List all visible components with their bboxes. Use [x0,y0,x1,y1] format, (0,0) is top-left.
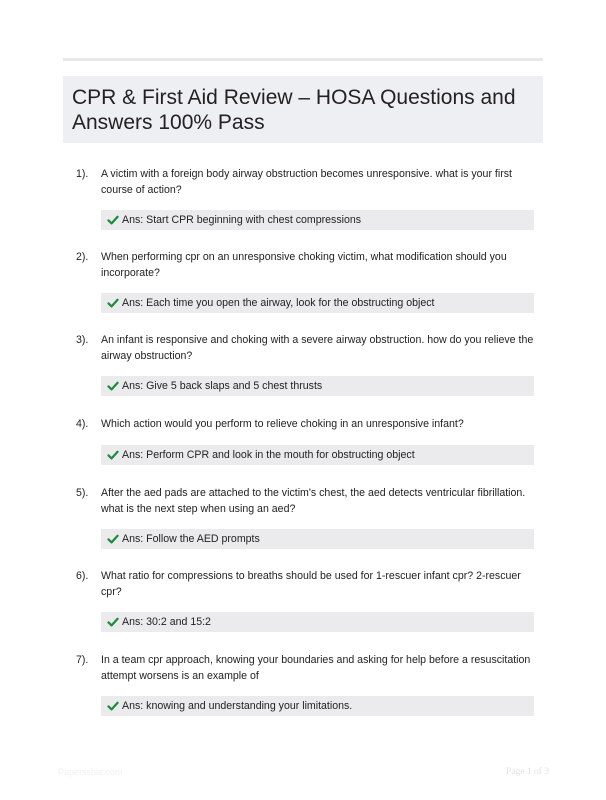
question-text: In a team cpr approach, knowing your boundaries and asking for help before a resuscitation attempt worsens is an example of [101,654,531,682]
check-icon [107,380,119,392]
check-icon [107,297,119,309]
answer-text: Ans: Start CPR beginning with chest compressions [122,214,362,226]
answer-text: Ans: Perform CPR and look in the mouth for obstructing object [122,448,415,461]
check-icon [107,533,119,545]
qa-item-5 [63,486,543,549]
qa-item-6 [63,569,543,632]
page-number: Page 1 of 3 [505,767,549,777]
answer-box [101,696,534,716]
answer-text: Ans: knowing and understanding your limitations. [122,700,353,712]
top-rule [63,58,543,61]
answer-text: Ans: Follow the AED prompts [122,533,260,545]
check-icon [107,616,119,628]
question-number: 6). [76,570,89,582]
answer-box [101,293,534,313]
qa-item-7 [63,653,543,716]
answer-text: Ans: 30:2 and 15:2 [122,616,211,628]
question-number: 2). [76,251,89,263]
question-text: What ratio for compressions to breaths should be used for 1-rescuer infant cpr? 2-rescuer cpr? [101,570,521,598]
answer-text: Ans: Each time you open the airway, look for the obstructing object [122,297,435,309]
qa-item-3 [63,333,543,396]
footer-site-watermark: Paperssbie.com [58,767,123,777]
answer-box [101,445,534,465]
answer-text: Ans: Give 5 back slaps and 5 chest thrusts [122,380,323,392]
page-title: CPR & First Aid Review – HOSA Questions and Answers 100% Pass [72,86,516,134]
question-row [63,417,543,433]
question-row [63,167,543,198]
question-number: 1). [76,168,89,180]
answer-box [101,529,534,549]
question-text: A victim with a foreign body airway obstruction becomes unresponsive. what is your first course of action? [101,168,512,196]
qa-item-4 [63,417,543,465]
question-row [63,333,543,364]
qa-item-1 [63,167,543,230]
question-row [63,486,543,517]
check-icon [107,449,119,461]
question-number: 7). [76,654,89,666]
question-text: After the aed pads are attached to the victim's chest, the aed detects ventricular fibrillation. what is the next step when using an aed? [101,487,526,515]
question-number: 3). [76,334,89,346]
check-icon [107,214,119,226]
question-row [63,569,543,600]
question-text: Which action would you perform to relieve choking in an unresponsive infant? [101,418,464,430]
answer-box [101,210,534,230]
question-number: 4). [76,418,89,430]
answer-box [101,612,534,632]
question-text: An infant is responsive and choking with a severe airway obstruction. how do you relieve the airway obstruction? [101,334,534,362]
question-row [63,250,543,281]
answer-box [101,376,534,396]
question-row [63,653,543,684]
qa-item-2 [63,250,543,313]
question-number: 5). [76,487,89,499]
title-box [63,76,543,143]
question-text: When performing cpr on an unresponsive choking victim, what modification should you incorporate? [101,251,507,279]
check-icon [107,700,119,712]
